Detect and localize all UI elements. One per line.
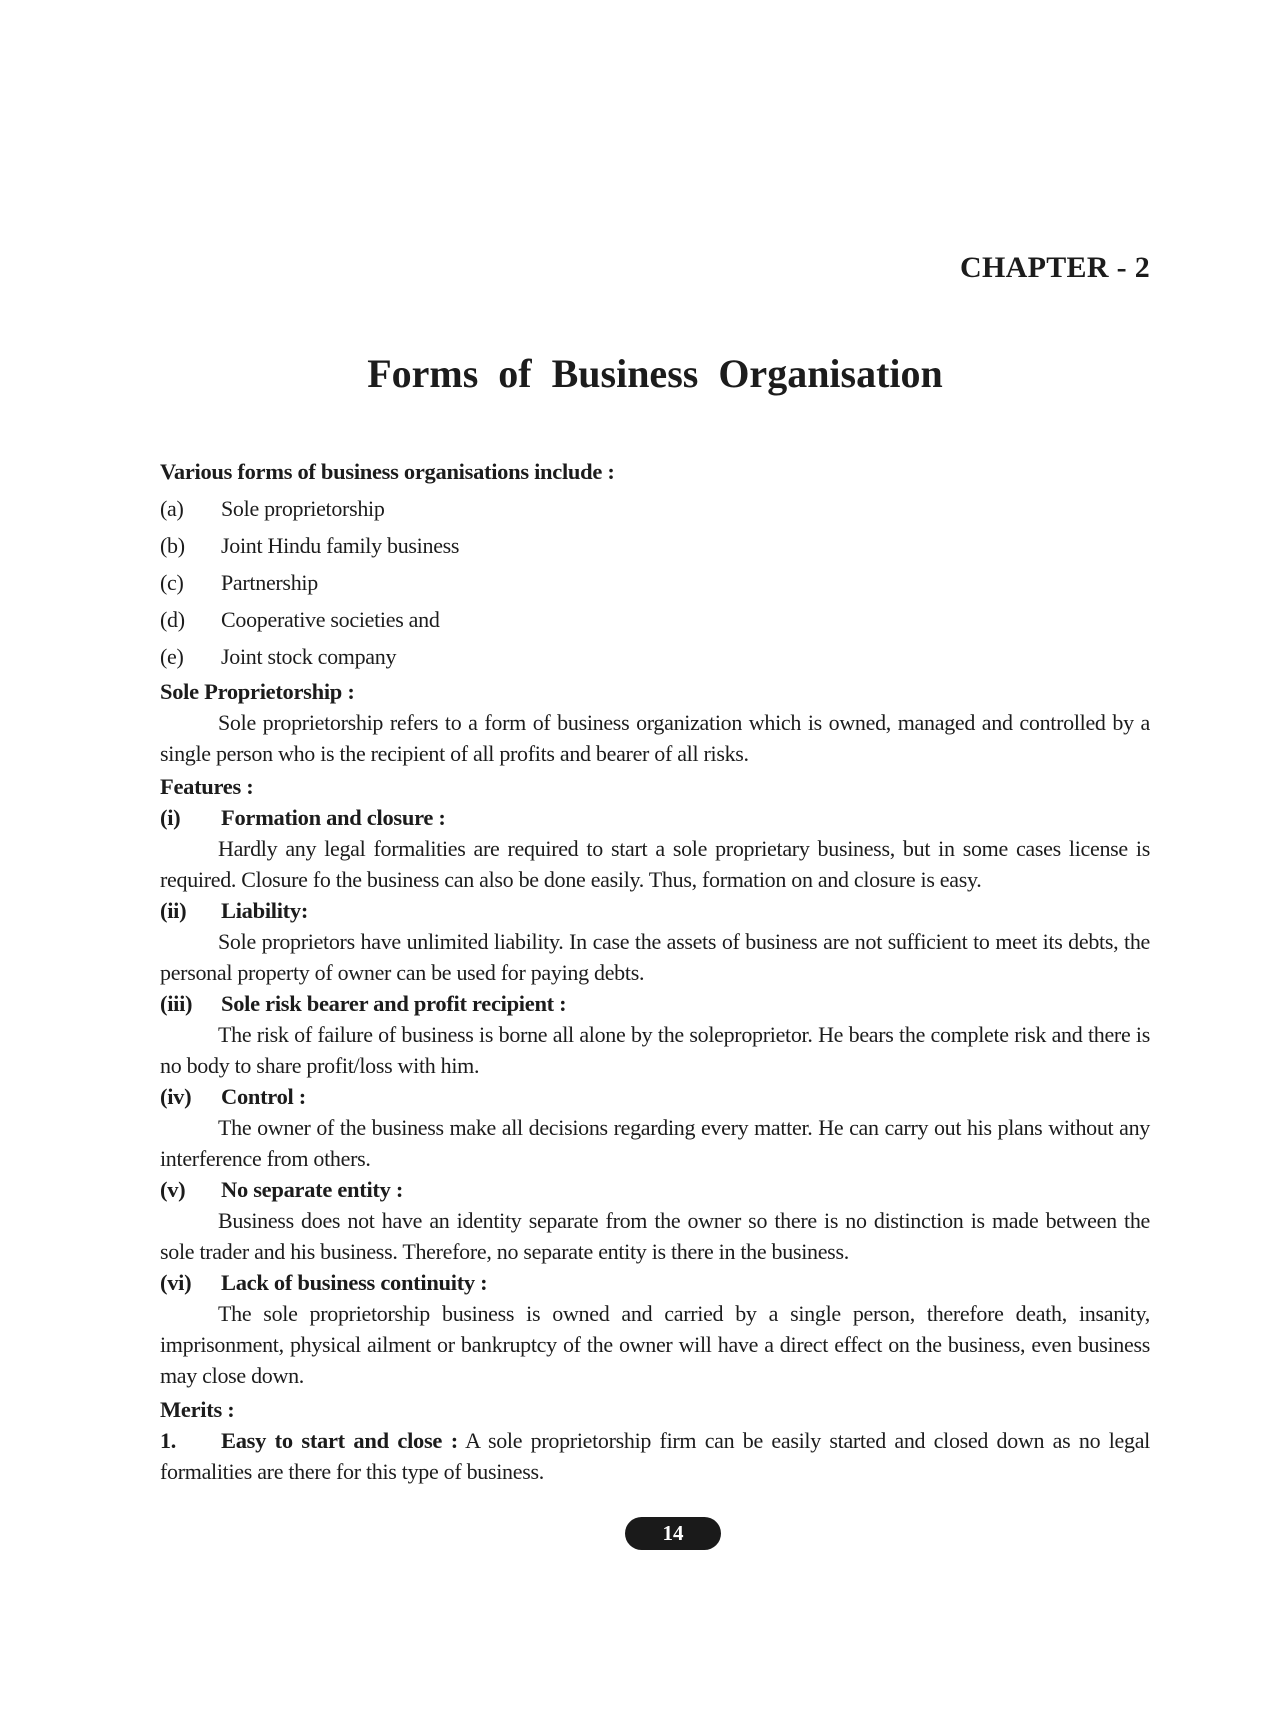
section-heading-features: Features : <box>160 774 254 799</box>
merit-label: 1. <box>160 1428 176 1453</box>
forms-list <box>160 493 1150 672</box>
list-item-c <box>160 567 1150 598</box>
list-item-label: (c) <box>160 570 184 595</box>
feature-body: Hardly any legal formalities are required to start a sole proprietary business, but in some cases license is required. Closure fo the business can also be done easily. Thus, formation on and closure is easy. <box>160 836 1150 892</box>
feature-heading-iii <box>160 988 1150 1019</box>
section-heading-sole-proprietorship: Sole Proprietorship : <box>160 679 355 704</box>
page-number-badge: 14 <box>625 1517 721 1550</box>
list-item-label: (e) <box>160 644 184 669</box>
list-item-b <box>160 530 1150 561</box>
merit-body: A sole proprietorship firm can be easily started and closed down as no legal formalities are there for this type of business. <box>160 1428 1150 1484</box>
feature-heading-iv <box>160 1081 1150 1112</box>
merit-heading-text: Easy to start and close : <box>221 1428 458 1453</box>
section-heading-merits: Merits : <box>160 1397 235 1422</box>
list-item-label: (b) <box>160 533 185 558</box>
list-item-text: Sole proprietorship <box>221 496 385 521</box>
intro-heading: Various forms of business organisations include : <box>160 459 615 484</box>
chapter-label: CHAPTER - 2 <box>960 251 1150 284</box>
list-item-d <box>160 604 1150 635</box>
feature-label: (iii) <box>160 991 193 1016</box>
list-item-e <box>160 641 1150 672</box>
list-item-label: (d) <box>160 607 185 632</box>
feature-heading-text: Liability: <box>221 898 309 923</box>
feature-heading-text: No separate entity : <box>221 1177 404 1202</box>
list-item-a <box>160 493 1150 524</box>
list-item-text: Cooperative societies and <box>221 607 440 632</box>
feature-label: (iv) <box>160 1084 192 1109</box>
feature-heading-text: Lack of business continuity : <box>221 1270 488 1295</box>
feature-heading-text: Sole risk bearer and profit recipient : <box>221 991 567 1016</box>
feature-heading-i <box>160 802 1150 833</box>
list-item-text: Joint Hindu family business <box>221 533 460 558</box>
feature-body: Sole proprietors have unlimited liability. In case the assets of business are not sufficient to meet its debts, the personal property of owner can be used for paying debts. <box>160 929 1150 985</box>
feature-label: (vi) <box>160 1270 192 1295</box>
feature-heading-text: Control : <box>221 1084 307 1109</box>
sole-proprietorship-paragraph: Sole proprietorship refers to a form of business organization which is owned, managed and controlled by a single person who is the recipient of all profits and bearer of all risks. <box>160 710 1150 766</box>
page-footer <box>160 1517 1150 1550</box>
feature-heading-ii <box>160 895 1150 926</box>
feature-label: (v) <box>160 1177 186 1202</box>
feature-heading-text: Formation and closure : <box>221 805 446 830</box>
feature-label: (i) <box>160 805 181 830</box>
feature-body: The owner of the business make all decisions regarding every matter. He can carry out his plans without any interference from others. <box>160 1115 1150 1171</box>
list-item-text: Partnership <box>221 570 318 595</box>
feature-body: Business does not have an identity separate from the owner so there is no distinction is made between the sole trader and his business. Therefore, no separate entity is there in the business. <box>160 1208 1150 1264</box>
feature-body: The risk of failure of business is borne all alone by the soleproprietor. He bears the complete risk and there is no body to share profit/loss with him. <box>160 1022 1150 1078</box>
feature-label: (ii) <box>160 898 187 923</box>
feature-body: The sole proprietorship business is owned and carried by a single person, therefore death, insanity, imprisonment, physical ailment or bankruptcy of the owner will have a direct effect on the business, even business may close down. <box>160 1301 1150 1388</box>
features-section <box>160 802 1150 1391</box>
page-title: Forms of Business Organisation <box>367 351 943 396</box>
list-item-label: (a) <box>160 496 184 521</box>
feature-heading-vi <box>160 1267 1150 1298</box>
merit-item-1 <box>160 1425 1150 1487</box>
feature-heading-v <box>160 1174 1150 1205</box>
list-item-text: Joint stock company <box>221 644 397 669</box>
